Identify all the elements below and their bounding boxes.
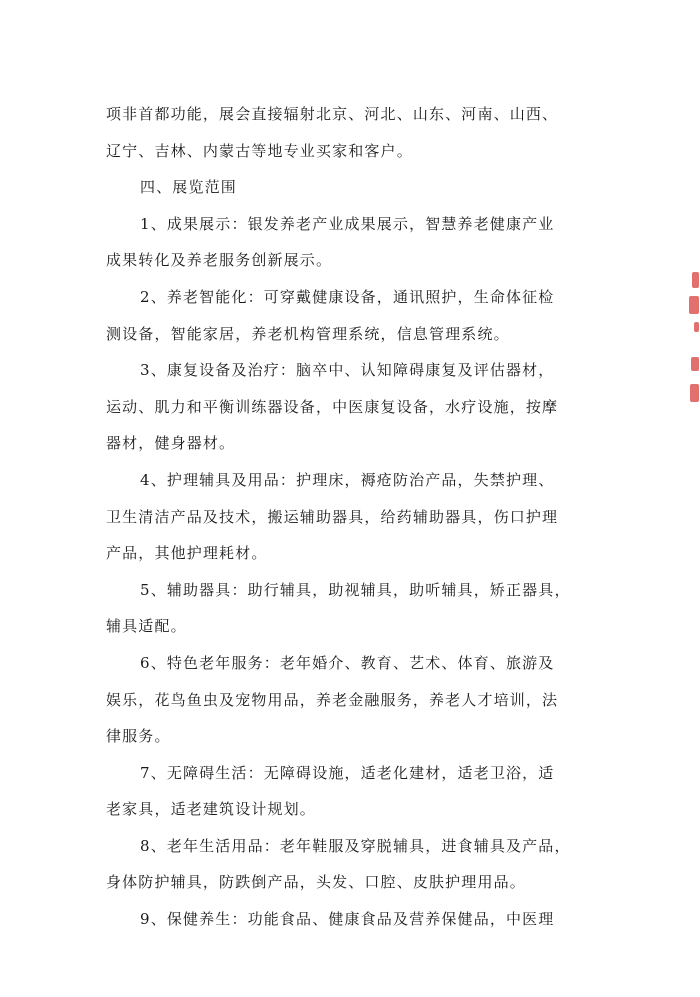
list-item-7: 7、无障碍生活：无障碍设施，适老化建材，适老卫浴，适 [140, 763, 555, 782]
list-item-9: 9、保健养生：功能食品、健康食品及营养保健品，中医理 [140, 910, 555, 929]
list-item-1: 1、成果展示：银发养老产业成果展示，智慧养老健康产业 [140, 214, 555, 233]
text-line: 辅具适配。 [106, 617, 187, 636]
list-item-3: 3、康复设备及治疗：脑卒中、认知障碍康复及评估器材， [140, 361, 555, 380]
text-line: 成果转化及养老服务创新展示。 [106, 251, 333, 270]
text-line: 老家具，适老建筑设计规划。 [106, 800, 316, 819]
seal-stamp-fragment [686, 262, 700, 412]
body-text [106, 96, 606, 938]
text-line: 项非首都功能，展会直接辐射北京、河北、山东、河南、山西、 [106, 105, 559, 123]
text-line: 运动、肌力和平衡训练器设备，中医康复设备，水疗设施，按摩 [106, 397, 559, 416]
text-line: 身体防护辅具，防跌倒产品，头发、口腔、皮肤护理用品。 [106, 873, 526, 892]
section-heading: 四、展览范围 [140, 178, 237, 197]
text-line: 产品，其他护理耗材。 [106, 544, 268, 563]
list-item-4: 4、护理辅具及用品：护理床，褥疮防治产品，失禁护理、 [140, 470, 555, 489]
text-line: 卫生清洁产品及技术，搬运辅助器具，给药辅助器具，伤口护理 [106, 507, 559, 526]
list-item-8: 8、老年生活用品：老年鞋服及穿脱辅具，进食辅具及产品， [140, 836, 571, 855]
text-line: 辽宁、吉林、内蒙古等地专业买家和客户。 [106, 141, 413, 160]
list-item-6: 6、特色老年服务：老年婚介、教育、艺术、体育、旅游及 [140, 653, 555, 672]
text-line: 娱乐，花鸟鱼虫及宠物用品，养老金融服务，养老人才培训，法 [106, 690, 559, 709]
list-item-5: 5、辅助器具：助行辅具，助视辅具，助听辅具，矫正器具， [140, 580, 571, 599]
text-line: 测设备，智能家居，养老机构管理系统，信息管理系统。 [106, 324, 510, 343]
text-line: 律服务。 [106, 727, 171, 746]
list-item-2: 2、养老智能化：可穿戴健康设备，通讯照护，生命体征检 [140, 287, 555, 306]
text-line: 器材，健身器材。 [106, 434, 236, 453]
